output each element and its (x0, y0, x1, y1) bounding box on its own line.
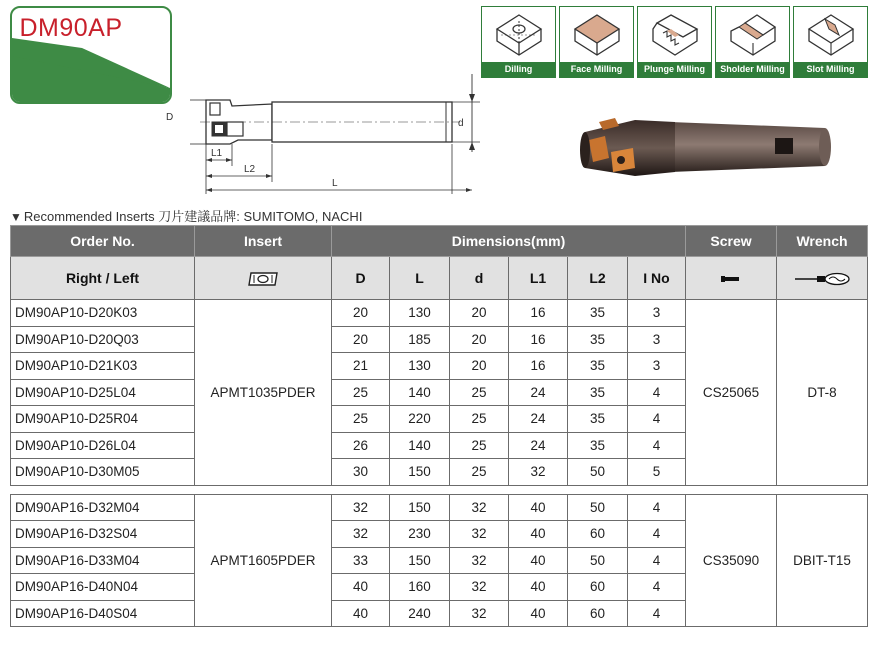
cell-L2: 50 (568, 547, 628, 574)
cell-L1: 16 (509, 326, 568, 353)
cell-d: 20 (450, 353, 509, 380)
cell-L1: 16 (509, 353, 568, 380)
cell-L: 220 (390, 406, 450, 433)
cell-L: 150 (390, 547, 450, 574)
cell-D: 20 (332, 300, 390, 327)
wrench-code: DBIT-T15 (777, 494, 868, 627)
wrench-code: DT-8 (777, 300, 868, 486)
header-col-L1: L1 (509, 257, 568, 300)
cell-L1: 40 (509, 600, 568, 627)
insert-shape (227, 122, 243, 136)
insert-shape (215, 125, 223, 133)
slot-milling-icon (805, 11, 857, 59)
cell-L: 150 (390, 494, 450, 521)
cell-D: 21 (332, 353, 390, 380)
cell-L: 240 (390, 600, 450, 627)
cell-L1: 40 (509, 547, 568, 574)
screw-code: CS25065 (686, 300, 777, 486)
dim-label-d: d (458, 118, 464, 129)
operation-label: Sholder Milling (716, 62, 789, 77)
header-wrench-icon-cell (777, 257, 868, 300)
cell-ino: 3 (628, 353, 686, 380)
header-col-d: d (450, 257, 509, 300)
cell-L1: 40 (509, 521, 568, 548)
cell-L2: 35 (568, 406, 628, 433)
cell-L: 160 (390, 574, 450, 601)
cell-D: 32 (332, 521, 390, 548)
cell-L2: 50 (568, 494, 628, 521)
order-no: DM90AP10-D25R04 (11, 406, 195, 433)
header-col-D: D (332, 257, 390, 300)
recommendation-text: Recommended Inserts 刀片建議品牌: SUMITOMO, NACHI (23, 209, 363, 224)
operation-icons (481, 6, 868, 78)
dim-label-L1: L1 (211, 148, 223, 159)
cell-ino: 5 (628, 459, 686, 486)
spec-table (10, 225, 868, 627)
cell-L2: 60 (568, 600, 628, 627)
cell-d: 20 (450, 300, 509, 327)
cell-d: 32 (450, 574, 509, 601)
product-photo (575, 110, 835, 185)
table-row (11, 494, 868, 521)
cell-d: 20 (450, 326, 509, 353)
cell-D: 40 (332, 600, 390, 627)
operation-drilling (481, 6, 556, 78)
recommended-inserts (10, 206, 362, 225)
cell-ino: 4 (628, 432, 686, 459)
cell-ino: 4 (628, 600, 686, 627)
cell-D: 30 (332, 459, 390, 486)
shoulder-milling-icon (727, 11, 779, 59)
plunge-milling-icon (649, 11, 701, 59)
cell-L: 185 (390, 326, 450, 353)
dim-label-D: D (166, 112, 174, 123)
header-insert: Insert (195, 226, 332, 257)
header-screw-icon-cell (686, 257, 777, 300)
cell-ino: 3 (628, 300, 686, 327)
cell-d: 32 (450, 547, 509, 574)
operation-face-milling (559, 6, 634, 78)
header-col-ino: I No (628, 257, 686, 300)
order-no: DM90AP16-D40N04 (11, 574, 195, 601)
cell-ino: 4 (628, 494, 686, 521)
header-insert-cell (195, 257, 332, 300)
operation-label: Plunge Milling (638, 62, 711, 77)
operation-label: Dilling (482, 62, 555, 77)
dim-label-L2: L2 (244, 164, 256, 175)
header-col-L: L (390, 257, 450, 300)
wrench-icon (793, 272, 851, 286)
cell-L2: 35 (568, 432, 628, 459)
insert-code: APMT1605PDER (195, 494, 332, 627)
cell-ino: 4 (628, 379, 686, 406)
insert-shape (210, 103, 220, 115)
cell-L: 140 (390, 432, 450, 459)
operation-label: Slot Milling (794, 62, 867, 77)
cell-L1: 40 (509, 494, 568, 521)
header-order-no: Order No. (11, 226, 195, 257)
cell-D: 33 (332, 547, 390, 574)
order-no: DM90AP10-D21K03 (11, 353, 195, 380)
title-badge (10, 6, 172, 104)
cell-L: 230 (390, 521, 450, 548)
cell-D: 20 (332, 326, 390, 353)
screw-code: CS35090 (686, 494, 777, 627)
header-wrench: Wrench (777, 226, 868, 257)
insert-icon (247, 271, 279, 287)
order-no: DM90AP10-D25L04 (11, 379, 195, 406)
cell-L1: 16 (509, 300, 568, 327)
face-milling-icon (571, 11, 623, 59)
cell-ino: 3 (628, 326, 686, 353)
drilling-icon (493, 11, 545, 59)
cell-D: 25 (332, 406, 390, 433)
cell-L1: 40 (509, 574, 568, 601)
order-no: DM90AP16-D33M04 (11, 547, 195, 574)
cell-D: 25 (332, 379, 390, 406)
screw-icon (721, 274, 741, 284)
cell-L2: 35 (568, 300, 628, 327)
cell-d: 25 (450, 406, 509, 433)
group-separator (11, 485, 868, 494)
cell-ino: 4 (628, 521, 686, 548)
order-no: DM90AP10-D20Q03 (11, 326, 195, 353)
order-no: DM90AP16-D32M04 (11, 494, 195, 521)
cell-L1: 24 (509, 406, 568, 433)
cell-d: 25 (450, 432, 509, 459)
cell-ino: 4 (628, 547, 686, 574)
header-col-L2: L2 (568, 257, 628, 300)
dim-label-L: L (332, 178, 338, 189)
tool-dimension-diagram (160, 70, 490, 200)
cell-d: 32 (450, 521, 509, 548)
cell-L2: 60 (568, 521, 628, 548)
cell-L1: 32 (509, 459, 568, 486)
order-no: DM90AP10-D26L04 (11, 432, 195, 459)
insert-code: APMT1035PDER (195, 300, 332, 486)
cell-d: 25 (450, 379, 509, 406)
cell-D: 26 (332, 432, 390, 459)
cell-L: 130 (390, 353, 450, 380)
product-title: DM90AP (19, 14, 123, 42)
cell-ino: 4 (628, 574, 686, 601)
cell-ino: 4 (628, 406, 686, 433)
operation-plunge-milling (637, 6, 712, 78)
cell-L: 130 (390, 300, 450, 327)
cell-d: 25 (450, 459, 509, 486)
cell-D: 40 (332, 574, 390, 601)
cell-D: 32 (332, 494, 390, 521)
cell-L1: 24 (509, 432, 568, 459)
cell-L: 140 (390, 379, 450, 406)
triangle-marker: ▼ (10, 210, 22, 224)
order-no: DM90AP10-D30M05 (11, 459, 195, 486)
cell-L2: 35 (568, 326, 628, 353)
cell-d: 32 (450, 494, 509, 521)
header-screw: Screw (686, 226, 777, 257)
operation-label: Face Milling (560, 62, 633, 77)
cell-L2: 60 (568, 574, 628, 601)
cell-L2: 50 (568, 459, 628, 486)
operation-slot-milling (793, 6, 868, 78)
cell-L: 150 (390, 459, 450, 486)
cell-d: 32 (450, 600, 509, 627)
table-row (11, 300, 868, 327)
cell-L1: 24 (509, 379, 568, 406)
operation-shoulder-milling (715, 6, 790, 78)
order-no: DM90AP16-D32S04 (11, 521, 195, 548)
cell-L2: 35 (568, 353, 628, 380)
cell-L2: 35 (568, 379, 628, 406)
order-no: DM90AP10-D20K03 (11, 300, 195, 327)
order-no: DM90AP16-D40S04 (11, 600, 195, 627)
header-right-left: Right / Left (11, 257, 195, 300)
header-dimensions: Dimensions(mm) (332, 226, 686, 257)
